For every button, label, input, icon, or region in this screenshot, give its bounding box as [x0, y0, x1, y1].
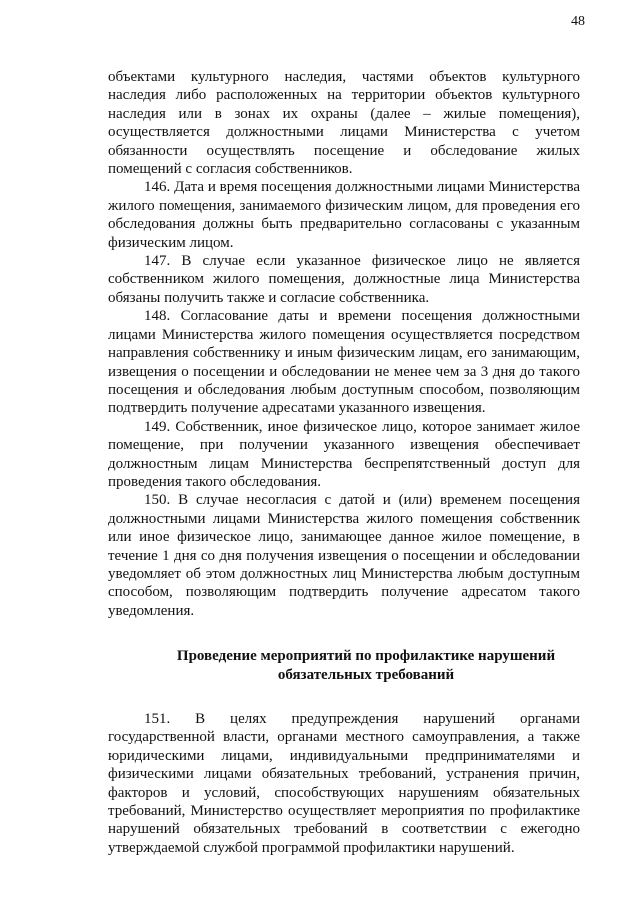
paragraph: 150. В случае несогласия с датой и (или) временем посещения должностными лицами Министерства жилого помещения собственник или иное физическое лицо, занимающее данное жилое помещение, в течение 1 дня со дня получения извещения о посещении и обследовании уведомляет об этом должностных лиц Министерства любым доступным способом, позволяющим подтвердить получение адресатом такого уведомления.: [108, 492, 580, 619]
page-number: 48: [571, 14, 585, 29]
paragraph: 151. В целях предупреждения нарушений органами государственной власти, органами местного самоуправления, а также юридическими лицами, индивидуальными предпринимателями и физическими лицами обязательных требований, устранения причин, факторов и условий, способствующих нарушениям обязательных требований, Министерство осуществляет мероприятия по профилактике нарушений обязательных требований в соответствии с ежегодно утверждаемой службой программой профилактики нарушений.: [108, 711, 580, 856]
section-heading-line: Проведение мероприятий по профилактике нарушений: [176, 648, 556, 665]
section-heading-line: обязательных требований: [277, 666, 455, 683]
paragraph: 146. Дата и время посещения должностными лицами Министерства жилого помещения, занимаемого физическим лицом, для проведения его обследования должны быть предварительно согласованы с указанным физическим лицом.: [108, 179, 580, 251]
document-body: [108, 68, 580, 857]
paragraph: 147. В случае если указанное физическое лицо не является собственником жилого помещения, должностные лица Министерства обязаны получить также и согласие собственника.: [108, 253, 580, 306]
paragraph: 149. Собственник, иное физическое лицо, которое занимает жилое помещение, при получении указанного извещения обеспечивает должностным лицам Министерства беспрепятственный доступ для проведения такого обследования.: [108, 418, 580, 490]
paragraph: 148. Согласование даты и времени посещения должностными лицами Министерства жилого помещения осуществляется посредством направления собственнику и иным физическим лицам, его занимающим, извещения о посещении и обследовании не менее чем за 3 дня до такого посещения и обследования любым доступным способом, позволяющим подтвердить получение адресатами указанного извещения.: [108, 308, 580, 417]
paragraph: объектами культурного наследия, частями объектов культурного наследия либо расположенных на территории объектов культурного наследия или в зонах их охраны (далее – жилые помещения), осуществляется должностными лицами Министерства с учетом обязанности осуществлять посещение и обследование жилых помещений с согласия собственников.: [108, 69, 580, 178]
section-heading: [108, 647, 580, 684]
